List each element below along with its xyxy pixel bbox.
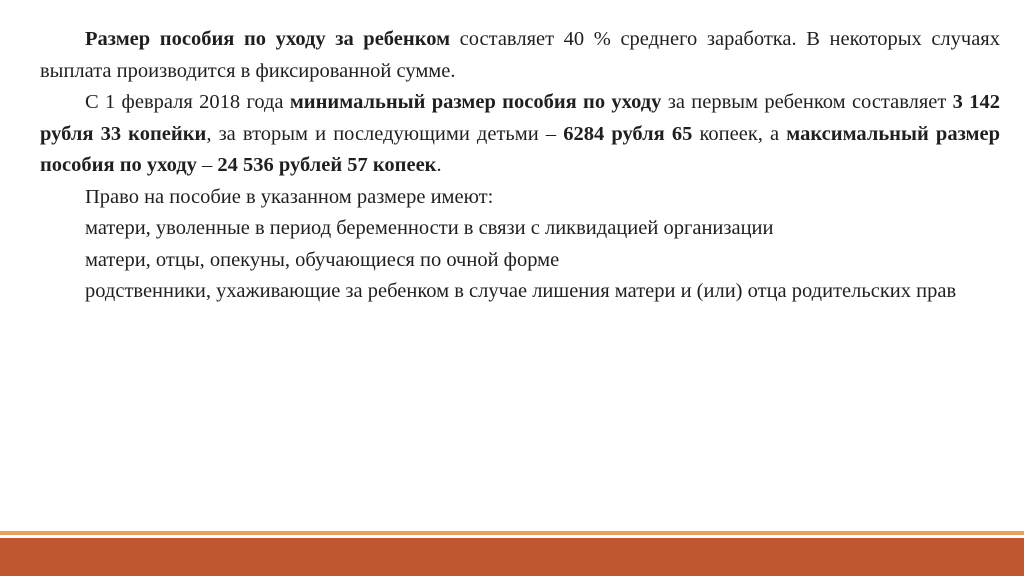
amounts-text-5: –: [196, 154, 218, 176]
amounts-text-3: , за вторым и последующими детьми –: [206, 122, 564, 145]
amounts-text-2: за первым ребенком составляет: [661, 91, 953, 113]
paragraph-eligibility-intro: Право на пособие в указанном размере имеют:: [85, 185, 494, 208]
first-child-amount: 3 142 рубля 33 копейки: [40, 91, 1000, 145]
amounts-text-1: С 1 февраля 2018 года: [85, 91, 290, 113]
eligibility-item-students: матери, отцы, опекуны, обучающиеся по очной форме: [85, 248, 560, 271]
second-child-amount: 6284 рубля 65: [563, 122, 693, 145]
paragraph-benefit-size: [40, 24, 1000, 87]
benefit-size-text: составляет 40 % среднего заработка. В некоторых случаях выплата производится в фиксированной сумме.: [40, 28, 1000, 82]
eligibility-item-relatives: родственники, ухаживающие за ребенком в случае лишения матери и (или) отца родительских прав: [85, 280, 957, 302]
slide-body: [40, 24, 1000, 308]
min-benefit-label: минимальный размер пособия по уходу: [289, 91, 662, 113]
max-benefit-label: максимальный размер пособия по уходу: [40, 122, 1000, 176]
max-benefit-amount: 24 536 рублей 57 копеек: [217, 154, 437, 176]
amounts-text-6: .: [436, 154, 442, 176]
paragraph-benefit-amounts: [40, 87, 1000, 182]
amounts-text-4: копеек, а: [692, 122, 787, 145]
footer-accent-line: [0, 531, 1024, 535]
eligibility-item-dismissed-mothers: матери, уволенные в период беременности в связи с ликвидацией организации: [85, 217, 774, 239]
footer-bar: [0, 538, 1024, 576]
benefit-size-heading: Размер пособия по уходу за ребенком: [85, 28, 451, 50]
